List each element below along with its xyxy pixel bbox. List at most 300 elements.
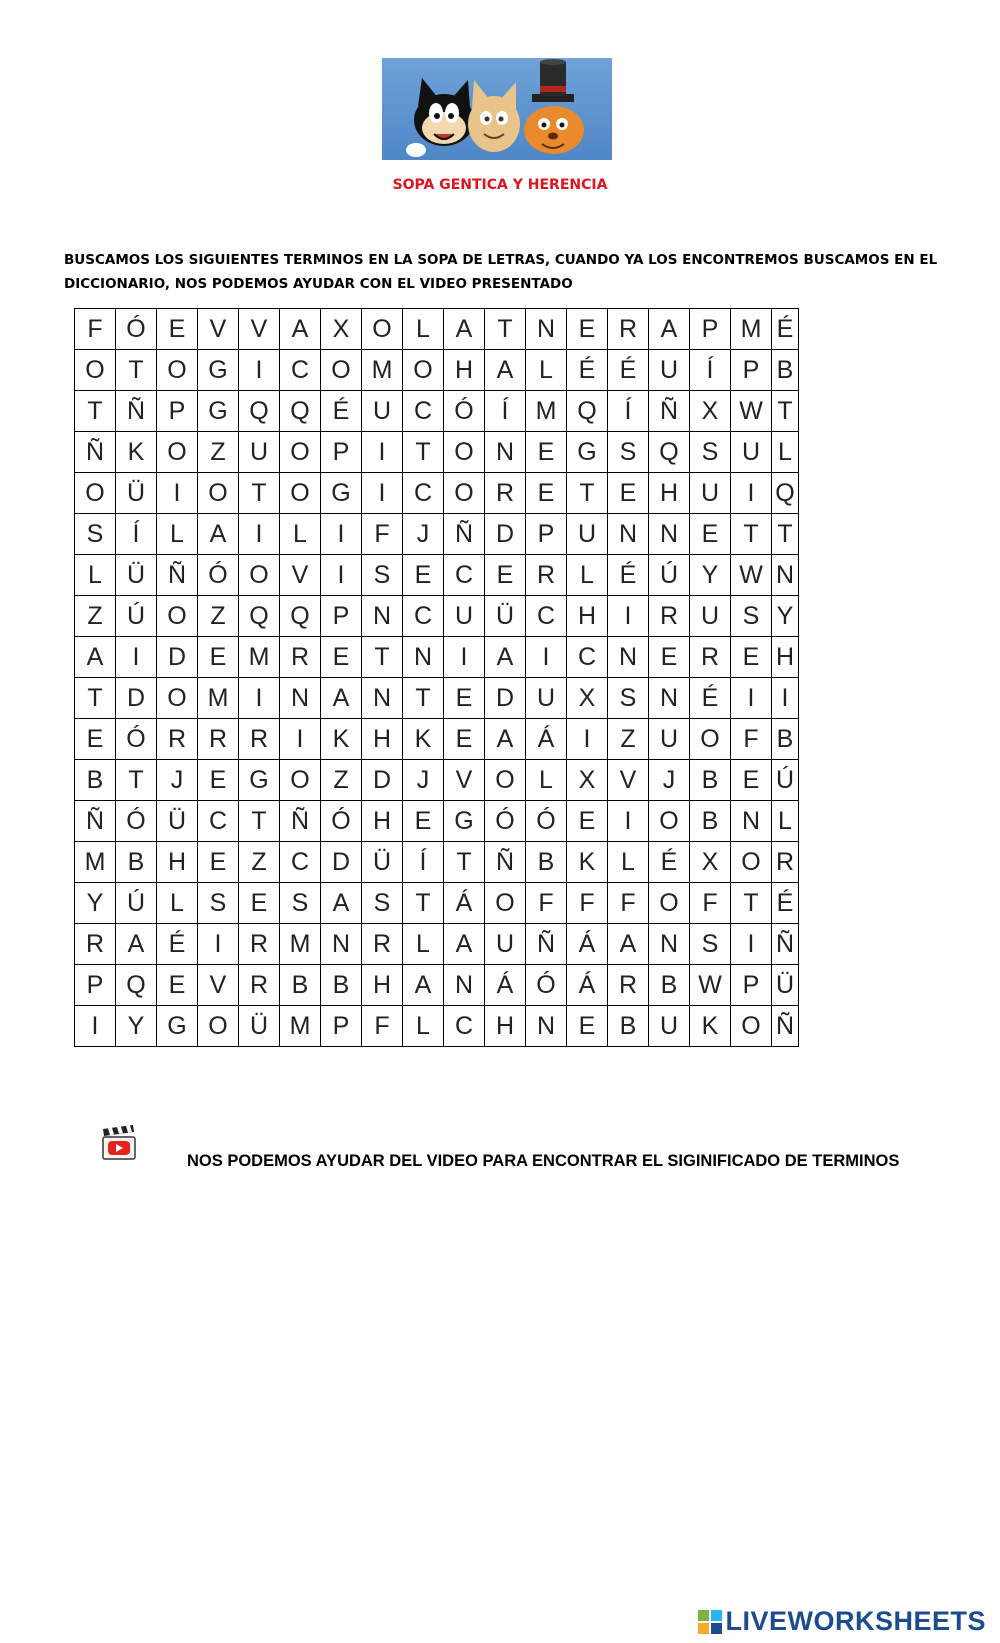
grid-cell[interactable]: C — [198, 801, 239, 842]
grid-cell[interactable]: V — [280, 555, 321, 596]
grid-cell[interactable]: P — [75, 965, 116, 1006]
grid-cell[interactable]: A — [321, 678, 362, 719]
grid-cell[interactable]: Ü — [116, 473, 157, 514]
grid-cell[interactable]: D — [362, 760, 403, 801]
grid-cell[interactable]: G — [239, 760, 280, 801]
grid-cell[interactable]: Z — [198, 596, 239, 637]
grid-cell[interactable]: L — [403, 1006, 444, 1047]
grid-cell[interactable]: I — [239, 350, 280, 391]
grid-cell[interactable]: Á — [567, 924, 608, 965]
grid-cell[interactable]: T — [116, 760, 157, 801]
grid-cell[interactable]: I — [321, 514, 362, 555]
grid-cell[interactable]: R — [526, 555, 567, 596]
grid-cell[interactable]: L — [75, 555, 116, 596]
grid-cell[interactable]: C — [280, 842, 321, 883]
grid-cell[interactable]: Ú — [116, 596, 157, 637]
grid-cell[interactable]: C — [444, 1006, 485, 1047]
grid-cell[interactable]: Ü — [362, 842, 403, 883]
grid-cell[interactable]: G — [198, 391, 239, 432]
grid-cell[interactable]: T — [731, 883, 772, 924]
grid-cell[interactable]: S — [280, 883, 321, 924]
grid-cell[interactable]: I — [731, 678, 772, 719]
grid-cell[interactable]: D — [485, 514, 526, 555]
grid-cell[interactable]: G — [444, 801, 485, 842]
grid-cell[interactable]: A — [116, 924, 157, 965]
grid-cell[interactable]: E — [198, 842, 239, 883]
grid-cell[interactable]: É — [608, 350, 649, 391]
grid-cell[interactable]: Ó — [444, 391, 485, 432]
grid-cell[interactable]: O — [444, 432, 485, 473]
grid-cell[interactable]: C — [403, 473, 444, 514]
grid-cell[interactable]: Z — [321, 760, 362, 801]
grid-cell[interactable]: Q — [772, 473, 799, 514]
grid-cell[interactable]: O — [731, 1006, 772, 1047]
grid-cell[interactable]: X — [690, 391, 731, 432]
grid-cell[interactable]: N — [362, 678, 403, 719]
grid-cell[interactable]: E — [321, 637, 362, 678]
grid-cell[interactable]: T — [772, 514, 799, 555]
grid-cell[interactable]: R — [239, 924, 280, 965]
grid-cell[interactable]: S — [362, 555, 403, 596]
grid-cell[interactable]: H — [444, 350, 485, 391]
grid-cell[interactable]: R — [280, 637, 321, 678]
grid-cell[interactable]: I — [239, 678, 280, 719]
grid-cell[interactable]: T — [403, 678, 444, 719]
grid-cell[interactable]: T — [75, 678, 116, 719]
grid-cell[interactable]: L — [403, 924, 444, 965]
grid-cell[interactable]: O — [690, 719, 731, 760]
grid-cell[interactable]: Ü — [772, 965, 799, 1006]
grid-cell[interactable]: Ñ — [772, 924, 799, 965]
grid-cell[interactable]: L — [157, 883, 198, 924]
grid-cell[interactable]: U — [567, 514, 608, 555]
grid-cell[interactable]: B — [772, 719, 799, 760]
grid-cell[interactable]: W — [731, 391, 772, 432]
grid-cell[interactable]: P — [526, 514, 567, 555]
grid-cell[interactable]: S — [362, 883, 403, 924]
grid-cell[interactable]: Ó — [116, 719, 157, 760]
grid-cell[interactable]: R — [198, 719, 239, 760]
grid-cell[interactable]: R — [608, 965, 649, 1006]
grid-cell[interactable]: A — [485, 637, 526, 678]
grid-cell[interactable]: E — [690, 514, 731, 555]
grid-cell[interactable]: Ñ — [75, 801, 116, 842]
grid-cell[interactable]: J — [649, 760, 690, 801]
grid-cell[interactable]: L — [772, 801, 799, 842]
grid-cell[interactable]: C — [403, 596, 444, 637]
grid-cell[interactable]: F — [567, 883, 608, 924]
grid-cell[interactable]: N — [485, 432, 526, 473]
grid-cell[interactable]: U — [649, 719, 690, 760]
grid-cell[interactable]: R — [690, 637, 731, 678]
grid-cell[interactable]: E — [526, 473, 567, 514]
grid-cell[interactable]: U — [649, 350, 690, 391]
grid-cell[interactable]: A — [280, 309, 321, 350]
grid-cell[interactable]: A — [485, 719, 526, 760]
grid-cell[interactable]: D — [157, 637, 198, 678]
liveworksheets-brand[interactable] — [698, 1606, 986, 1637]
grid-cell[interactable]: T — [772, 391, 799, 432]
grid-cell[interactable]: C — [567, 637, 608, 678]
grid-cell[interactable]: K — [403, 719, 444, 760]
grid-cell[interactable]: Y — [116, 1006, 157, 1047]
grid-cell[interactable]: Ú — [772, 760, 799, 801]
grid-cell[interactable]: W — [690, 965, 731, 1006]
grid-cell[interactable]: Ó — [485, 801, 526, 842]
grid-cell[interactable]: Í — [116, 514, 157, 555]
grid-cell[interactable]: D — [485, 678, 526, 719]
grid-cell[interactable]: I — [157, 473, 198, 514]
grid-cell[interactable]: L — [772, 432, 799, 473]
grid-cell[interactable]: S — [608, 432, 649, 473]
grid-cell[interactable]: H — [362, 801, 403, 842]
grid-cell[interactable]: G — [567, 432, 608, 473]
grid-cell[interactable]: R — [239, 719, 280, 760]
grid-cell[interactable]: A — [321, 883, 362, 924]
grid-cell[interactable]: Ó — [321, 801, 362, 842]
grid-cell[interactable]: U — [731, 432, 772, 473]
grid-cell[interactable]: E — [198, 760, 239, 801]
grid-cell[interactable]: R — [608, 309, 649, 350]
grid-cell[interactable]: A — [403, 965, 444, 1006]
grid-cell[interactable]: L — [526, 350, 567, 391]
grid-cell[interactable]: E — [731, 637, 772, 678]
grid-cell[interactable]: O — [362, 309, 403, 350]
grid-cell[interactable]: Í — [403, 842, 444, 883]
grid-cell[interactable]: Á — [526, 719, 567, 760]
grid-cell[interactable]: S — [731, 596, 772, 637]
grid-cell[interactable]: T — [403, 883, 444, 924]
grid-cell[interactable]: A — [649, 309, 690, 350]
grid-cell[interactable]: O — [444, 473, 485, 514]
grid-cell[interactable]: É — [649, 842, 690, 883]
grid-cell[interactable]: O — [157, 678, 198, 719]
grid-cell[interactable]: B — [116, 842, 157, 883]
grid-cell[interactable]: O — [198, 473, 239, 514]
grid-cell[interactable]: O — [198, 1006, 239, 1047]
grid-cell[interactable]: Ú — [649, 555, 690, 596]
grid-cell[interactable]: B — [608, 1006, 649, 1047]
grid-cell[interactable]: X — [567, 760, 608, 801]
grid-cell[interactable]: Ü — [157, 801, 198, 842]
grid-cell[interactable]: L — [608, 842, 649, 883]
grid-cell[interactable]: N — [772, 555, 799, 596]
grid-cell[interactable]: R — [485, 473, 526, 514]
grid-cell[interactable]: E — [567, 801, 608, 842]
grid-cell[interactable]: Ó — [526, 801, 567, 842]
grid-cell[interactable]: C — [526, 596, 567, 637]
grid-cell[interactable]: Ü — [239, 1006, 280, 1047]
grid-cell[interactable]: M — [526, 391, 567, 432]
grid-cell[interactable]: T — [485, 309, 526, 350]
grid-cell[interactable]: D — [321, 842, 362, 883]
grid-cell[interactable]: B — [690, 801, 731, 842]
grid-cell[interactable]: Y — [772, 596, 799, 637]
grid-cell[interactable]: Z — [608, 719, 649, 760]
grid-cell[interactable]: T — [239, 473, 280, 514]
grid-cell[interactable]: É — [567, 350, 608, 391]
grid-cell[interactable]: N — [649, 678, 690, 719]
grid-cell[interactable]: F — [75, 309, 116, 350]
grid-cell[interactable]: M — [75, 842, 116, 883]
grid-cell[interactable]: O — [280, 760, 321, 801]
grid-cell[interactable]: W — [731, 555, 772, 596]
grid-cell[interactable]: I — [321, 555, 362, 596]
grid-cell[interactable]: F — [362, 1006, 403, 1047]
grid-cell[interactable]: Á — [444, 883, 485, 924]
grid-cell[interactable]: H — [157, 842, 198, 883]
grid-cell[interactable]: T — [731, 514, 772, 555]
grid-cell[interactable]: S — [608, 678, 649, 719]
grid-cell[interactable]: H — [362, 719, 403, 760]
grid-cell[interactable]: É — [157, 924, 198, 965]
grid-cell[interactable]: O — [157, 432, 198, 473]
grid-cell[interactable]: I — [772, 678, 799, 719]
grid-cell[interactable]: Ó — [116, 309, 157, 350]
grid-cell[interactable]: I — [731, 473, 772, 514]
grid-cell[interactable]: O — [157, 350, 198, 391]
grid-cell[interactable]: Q — [567, 391, 608, 432]
grid-cell[interactable]: U — [649, 1006, 690, 1047]
grid-cell[interactable]: K — [567, 842, 608, 883]
grid-cell[interactable]: L — [526, 760, 567, 801]
grid-cell[interactable]: L — [280, 514, 321, 555]
grid-cell[interactable]: U — [239, 432, 280, 473]
grid-cell[interactable]: F — [731, 719, 772, 760]
grid-cell[interactable]: Ñ — [649, 391, 690, 432]
grid-cell[interactable]: P — [157, 391, 198, 432]
grid-cell[interactable]: Ñ — [75, 432, 116, 473]
grid-cell[interactable]: E — [403, 801, 444, 842]
grid-cell[interactable]: A — [608, 924, 649, 965]
grid-cell[interactable]: E — [731, 760, 772, 801]
grid-cell[interactable]: H — [485, 1006, 526, 1047]
grid-cell[interactable]: I — [526, 637, 567, 678]
grid-cell[interactable]: Ú — [116, 883, 157, 924]
grid-cell[interactable]: Ü — [116, 555, 157, 596]
grid-cell[interactable]: R — [239, 965, 280, 1006]
grid-cell[interactable]: E — [239, 883, 280, 924]
grid-cell[interactable]: I — [198, 924, 239, 965]
grid-cell[interactable]: T — [116, 350, 157, 391]
grid-cell[interactable]: V — [239, 309, 280, 350]
grid-cell[interactable]: N — [526, 309, 567, 350]
grid-cell[interactable]: M — [239, 637, 280, 678]
grid-cell[interactable]: Ñ — [444, 514, 485, 555]
grid-cell[interactable]: D — [116, 678, 157, 719]
grid-cell[interactable]: Q — [116, 965, 157, 1006]
grid-cell[interactable]: U — [444, 596, 485, 637]
grid-cell[interactable]: A — [444, 924, 485, 965]
grid-cell[interactable]: K — [690, 1006, 731, 1047]
grid-cell[interactable]: N — [321, 924, 362, 965]
grid-cell[interactable]: F — [526, 883, 567, 924]
grid-cell[interactable]: R — [649, 596, 690, 637]
grid-cell[interactable]: E — [444, 678, 485, 719]
grid-cell[interactable]: I — [362, 473, 403, 514]
grid-cell[interactable]: B — [772, 350, 799, 391]
grid-cell[interactable]: M — [280, 924, 321, 965]
grid-cell[interactable]: C — [280, 350, 321, 391]
grid-cell[interactable]: Ñ — [526, 924, 567, 965]
grid-cell[interactable]: N — [403, 637, 444, 678]
grid-cell[interactable]: Q — [239, 391, 280, 432]
grid-cell[interactable]: K — [116, 432, 157, 473]
grid-cell[interactable]: O — [403, 350, 444, 391]
grid-cell[interactable]: Ñ — [772, 1006, 799, 1047]
grid-cell[interactable]: Y — [75, 883, 116, 924]
grid-cell[interactable]: I — [75, 1006, 116, 1047]
grid-cell[interactable]: T — [239, 801, 280, 842]
grid-cell[interactable]: I — [116, 637, 157, 678]
grid-cell[interactable]: E — [485, 555, 526, 596]
grid-cell[interactable]: O — [485, 760, 526, 801]
grid-cell[interactable]: C — [403, 391, 444, 432]
grid-cell[interactable]: É — [608, 555, 649, 596]
grid-cell[interactable]: E — [526, 432, 567, 473]
grid-cell[interactable]: M — [362, 350, 403, 391]
grid-cell[interactable]: É — [690, 678, 731, 719]
grid-cell[interactable]: E — [157, 309, 198, 350]
grid-cell[interactable]: M — [731, 309, 772, 350]
grid-cell[interactable]: T — [362, 637, 403, 678]
grid-cell[interactable]: N — [362, 596, 403, 637]
grid-cell[interactable]: Ó — [198, 555, 239, 596]
grid-cell[interactable]: P — [731, 350, 772, 391]
grid-cell[interactable]: S — [690, 924, 731, 965]
grid-cell[interactable]: M — [198, 678, 239, 719]
grid-cell[interactable]: I — [239, 514, 280, 555]
grid-cell[interactable]: Ñ — [280, 801, 321, 842]
grid-cell[interactable]: V — [198, 309, 239, 350]
grid-cell[interactable]: O — [485, 883, 526, 924]
grid-cell[interactable]: F — [362, 514, 403, 555]
grid-cell[interactable]: Q — [649, 432, 690, 473]
grid-cell[interactable]: B — [75, 760, 116, 801]
grid-cell[interactable]: Z — [75, 596, 116, 637]
grid-cell[interactable]: Ñ — [116, 391, 157, 432]
grid-cell[interactable]: P — [690, 309, 731, 350]
grid-cell[interactable]: O — [731, 842, 772, 883]
grid-cell[interactable]: O — [157, 596, 198, 637]
grid-cell[interactable]: L — [403, 309, 444, 350]
grid-cell[interactable]: C — [444, 555, 485, 596]
grid-cell[interactable]: G — [157, 1006, 198, 1047]
grid-cell[interactable]: E — [567, 1006, 608, 1047]
grid-cell[interactable]: J — [403, 514, 444, 555]
grid-cell[interactable]: H — [362, 965, 403, 1006]
grid-cell[interactable]: G — [321, 473, 362, 514]
grid-cell[interactable]: P — [321, 1006, 362, 1047]
grid-cell[interactable]: B — [526, 842, 567, 883]
grid-cell[interactable]: E — [403, 555, 444, 596]
grid-cell[interactable]: X — [321, 309, 362, 350]
grid-cell[interactable]: N — [526, 1006, 567, 1047]
grid-cell[interactable]: R — [157, 719, 198, 760]
grid-cell[interactable]: É — [321, 391, 362, 432]
grid-cell[interactable]: I — [362, 432, 403, 473]
grid-cell[interactable]: N — [649, 514, 690, 555]
grid-cell[interactable]: I — [608, 596, 649, 637]
grid-cell[interactable]: H — [567, 596, 608, 637]
grid-cell[interactable]: T — [444, 842, 485, 883]
grid-cell[interactable]: Ü — [485, 596, 526, 637]
grid-cell[interactable]: A — [198, 514, 239, 555]
grid-cell[interactable]: I — [567, 719, 608, 760]
grid-cell[interactable]: E — [75, 719, 116, 760]
grid-cell[interactable]: E — [567, 309, 608, 350]
grid-cell[interactable]: V — [608, 760, 649, 801]
grid-cell[interactable]: É — [772, 309, 799, 350]
grid-cell[interactable]: P — [321, 432, 362, 473]
grid-cell[interactable]: Ñ — [485, 842, 526, 883]
grid-cell[interactable]: V — [444, 760, 485, 801]
grid-cell[interactable]: Ó — [526, 965, 567, 1006]
grid-cell[interactable]: Ó — [116, 801, 157, 842]
grid-cell[interactable]: N — [608, 514, 649, 555]
grid-cell[interactable]: U — [485, 924, 526, 965]
grid-cell[interactable]: N — [444, 965, 485, 1006]
grid-cell[interactable]: L — [567, 555, 608, 596]
grid-cell[interactable]: I — [731, 924, 772, 965]
grid-cell[interactable]: O — [649, 883, 690, 924]
grid-cell[interactable]: Q — [280, 391, 321, 432]
grid-cell[interactable]: A — [444, 309, 485, 350]
grid-cell[interactable]: U — [690, 473, 731, 514]
grid-cell[interactable]: F — [690, 883, 731, 924]
grid-cell[interactable]: F — [608, 883, 649, 924]
grid-cell[interactable]: O — [649, 801, 690, 842]
grid-cell[interactable]: A — [485, 350, 526, 391]
grid-cell[interactable]: E — [444, 719, 485, 760]
grid-cell[interactable]: P — [731, 965, 772, 1006]
grid-cell[interactable]: T — [567, 473, 608, 514]
grid-cell[interactable]: X — [690, 842, 731, 883]
grid-cell[interactable]: Q — [239, 596, 280, 637]
grid-cell[interactable]: Z — [198, 432, 239, 473]
grid-cell[interactable]: T — [75, 391, 116, 432]
grid-cell[interactable]: Í — [608, 391, 649, 432]
grid-cell[interactable]: J — [403, 760, 444, 801]
grid-cell[interactable]: X — [567, 678, 608, 719]
grid-cell[interactable]: B — [649, 965, 690, 1006]
grid-cell[interactable]: P — [321, 596, 362, 637]
grid-cell[interactable]: Q — [280, 596, 321, 637]
grid-cell[interactable]: O — [280, 473, 321, 514]
grid-cell[interactable]: R — [362, 924, 403, 965]
grid-cell[interactable]: K — [321, 719, 362, 760]
grid-cell[interactable]: I — [608, 801, 649, 842]
grid-cell[interactable]: E — [198, 637, 239, 678]
grid-cell[interactable]: B — [321, 965, 362, 1006]
grid-cell[interactable]: O — [75, 473, 116, 514]
grid-cell[interactable]: M — [280, 1006, 321, 1047]
grid-cell[interactable]: É — [772, 883, 799, 924]
grid-cell[interactable]: I — [444, 637, 485, 678]
grid-cell[interactable]: E — [608, 473, 649, 514]
grid-cell[interactable]: Í — [690, 350, 731, 391]
grid-cell[interactable]: T — [403, 432, 444, 473]
grid-cell[interactable]: S — [75, 514, 116, 555]
grid-cell[interactable]: R — [75, 924, 116, 965]
grid-cell[interactable]: H — [649, 473, 690, 514]
grid-cell[interactable]: A — [75, 637, 116, 678]
grid-cell[interactable]: O — [75, 350, 116, 391]
grid-cell[interactable]: R — [772, 842, 799, 883]
grid-cell[interactable]: N — [608, 637, 649, 678]
grid-cell[interactable]: U — [526, 678, 567, 719]
grid-cell[interactable]: N — [280, 678, 321, 719]
